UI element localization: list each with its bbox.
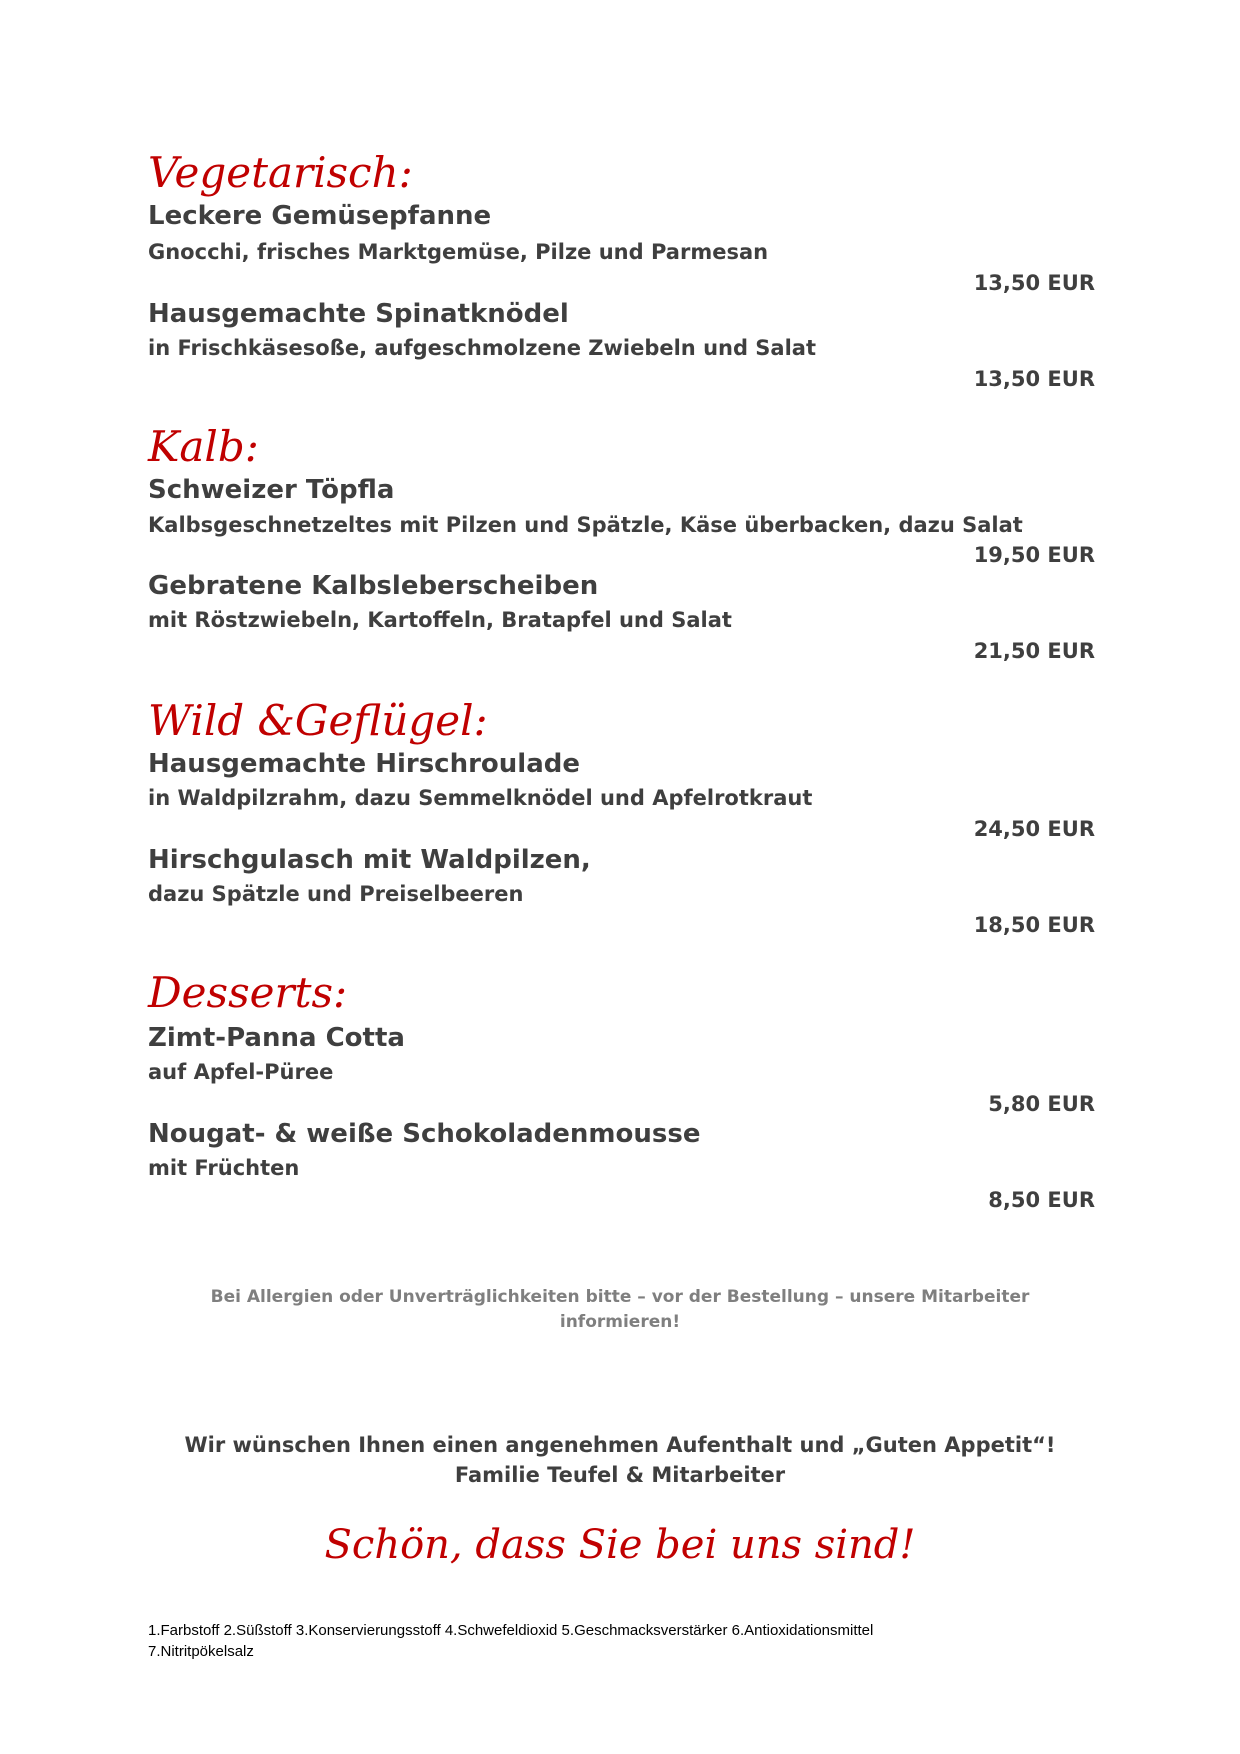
greeting-line1: Wir wünschen Ihnen einen angenehmen Aufenthalt und „Guten Appetit“! [184,1433,1056,1457]
additives-footnote [148,1620,873,1662]
allergy-notice-line1: Bei Allergien oder Unverträglichkeiten bitte – vor der Bestellung – unsere Mitarbeiter [210,1287,1030,1307]
menu-item-price: 18,50 EUR [973,913,1095,937]
menu-item-description: mit Röstzwiebeln, Kartoffeln, Bratapfel und Salat [148,608,732,632]
menu-item-description: Kalbsgeschnetzeltes mit Pilzen und Spätzle, Käse überbacken, dazu Salat [148,513,1023,537]
menu-item-description: in Waldpilzrahm, dazu Semmelknödel und Apfelrotkraut [148,786,813,810]
section-title-wild-gefluegel: Wild &Geflügel: [148,696,488,745]
menu-item-name: Hirschgulasch mit Waldpilzen, [148,845,591,875]
menu-item-name: Zimt-Panna Cotta [148,1023,405,1053]
allergy-notice [180,1285,1060,1335]
menu-item-name: Hausgemachte Hirschroulade [148,749,580,779]
menu-item-name: Hausgemachte Spinatknödel [148,299,569,329]
allergy-notice-line2: informieren! [559,1312,681,1332]
menu-item-description: auf Apfel-Püree [148,1060,334,1084]
additives-line1: 1.Farbstoff 2.Süßstoff 3.Konservierungsstoff 4.Schwefeldioxid 5.Geschmacksverstärker 6.Antioxidationsmittel [148,1622,874,1639]
additives-line2: 7.Nitritpökelsalz [148,1643,254,1660]
menu-item-name: Schweizer Töpfla [148,475,395,505]
menu-item-name: Leckere Gemüsepfanne [148,201,492,231]
menu-item-description: dazu Spätzle und Preiselbeeren [148,882,524,906]
menu-item-description: mit Früchten [148,1156,300,1180]
menu-item-price: 13,50 EUR [973,271,1095,295]
section-title-kalb: Kalb: [148,422,259,471]
greeting [120,1430,1120,1490]
section-title-vegetarisch: Vegetarisch: [148,148,413,197]
section-title-desserts: Desserts: [148,968,348,1017]
menu-item-name: Nougat- & weiße Schokoladenmousse [148,1119,701,1149]
menu-item-price: 5,80 EUR [988,1092,1095,1116]
greeting-line2: Familie Teufel & Mitarbeiter [454,1463,786,1487]
menu-item-name: Gebratene Kalbsleberscheiben [148,571,599,601]
menu-item-description: in Frischkäsesoße, aufgeschmolzene Zwiebeln und Salat [148,336,817,360]
menu-item-price: 8,50 EUR [988,1188,1095,1212]
menu-item-price: 19,50 EUR [973,543,1095,567]
menu-item-price: 21,50 EUR [973,639,1095,663]
menu-item-price: 24,50 EUR [973,817,1095,841]
closing-tagline: Schön, dass Sie bei uns sind! [324,1522,916,1568]
menu-item-description: Gnocchi, frisches Marktgemüse, Pilze und Parmesan [148,240,769,264]
menu-item-price: 13,50 EUR [973,367,1095,391]
